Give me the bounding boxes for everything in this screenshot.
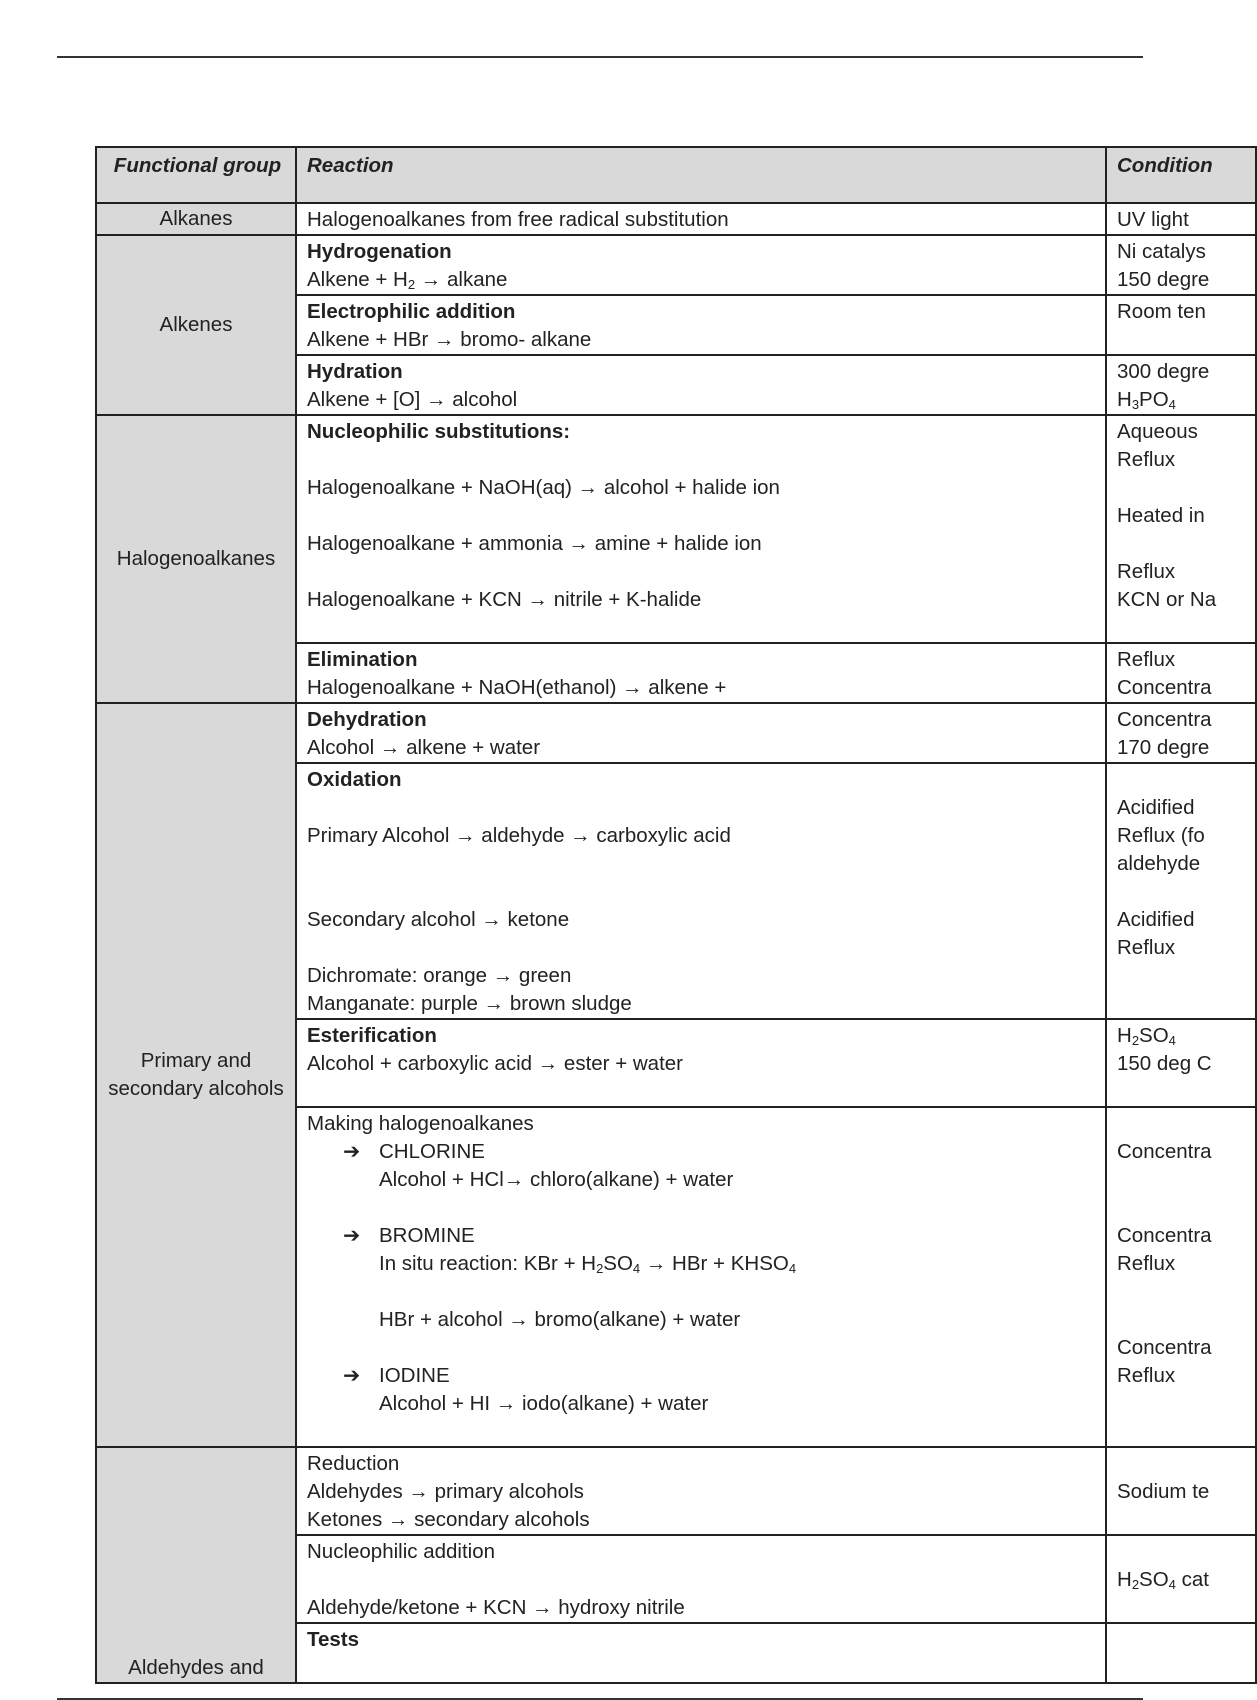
reaction-equation: HBr + alcohol → bromo(alkane) + water — [379, 1308, 741, 1331]
conditions-text: $H_2SO_4$ — [1117, 1024, 1176, 1048]
conditions-text: $H_2SO_4$ cat — [1117, 1568, 1209, 1592]
conditions-cell — [1106, 1019, 1256, 1107]
reaction-title: Making halogenoalkanes — [307, 1112, 534, 1135]
conditions-text: 150 degre — [1117, 268, 1210, 291]
reaction-text: Halogenoalkanes from free radical substitution — [307, 208, 729, 231]
reaction-title: Oxidation — [307, 768, 402, 791]
header-reaction: Reaction — [296, 147, 1106, 203]
conditions-cell — [1106, 1107, 1256, 1447]
conditions-cell — [1106, 703, 1256, 763]
header-rule — [57, 56, 1143, 58]
reaction-cell — [296, 355, 1106, 415]
conditions-text: Reflux — [1117, 560, 1176, 583]
conditions-text: Reflux — [1117, 1252, 1176, 1275]
reaction-equation: Aldehydes → primary alcohols — [307, 1480, 584, 1503]
reaction-equation: Halogenoalkane + KCN → nitrile + K-halide — [307, 588, 702, 611]
conditions-text: Reflux (fo — [1117, 824, 1205, 847]
list-item: ➔ IODINE — [307, 1362, 1098, 1390]
reaction-equation: Halogenoalkane + NaOH(aq) → alcohol + halide ion — [307, 476, 780, 499]
conditions-text: Sodium te — [1117, 1480, 1210, 1503]
conditions-text: Heated in — [1117, 504, 1205, 527]
conditions-text: Reflux — [1117, 648, 1176, 671]
conditions-text: aldehyde — [1117, 852, 1201, 875]
conditions-text — [1117, 878, 1248, 906]
table-row — [96, 235, 1256, 295]
reaction-cell — [296, 1535, 1106, 1623]
reaction-cell — [296, 1623, 1106, 1683]
reaction-equation: Halogenoalkane + ammonia → amine + halide ion — [307, 532, 762, 555]
conditions-text: 300 degre — [1117, 360, 1210, 383]
table-row — [96, 203, 1256, 235]
header-conditions: Condition — [1106, 147, 1256, 203]
arrow-right-icon: ➔ — [343, 1140, 361, 1163]
group-halogenoalkanes: Halogenoalkanes — [96, 415, 296, 703]
conditions-text — [1117, 1450, 1248, 1478]
group-aldehydes: Aldehydes and — [96, 1447, 296, 1683]
list-item: ➔ CHLORINE — [307, 1138, 1098, 1166]
conditions-text — [1117, 474, 1248, 502]
reaction-note: Manganate: purple → brown sludge — [307, 992, 632, 1015]
reaction-equation: Alkene + [O] → alcohol — [307, 388, 518, 411]
conditions-text: Concentra — [1117, 708, 1212, 731]
table-row — [96, 415, 1256, 643]
reaction-cell — [296, 1107, 1106, 1447]
group-alkenes: Alkenes — [96, 235, 296, 415]
reaction-equation: Alcohol + carboxylic acid → ester + water — [307, 1052, 683, 1075]
arrow-right-icon: ➔ — [343, 1224, 361, 1247]
reaction-title: Elimination — [307, 648, 418, 671]
conditions-text — [1117, 1166, 1248, 1194]
reaction-equation: Alcohol → alkene + water — [307, 736, 541, 759]
conditions-text — [1117, 530, 1248, 558]
conditions-text: 150 deg C — [1117, 1052, 1212, 1075]
conditions-cell — [1106, 355, 1256, 415]
conditions-text: Concentra — [1117, 1224, 1212, 1247]
conditions-cell — [1106, 295, 1256, 355]
reaction-title: Dehydration — [307, 708, 427, 731]
conditions-text: KCN or Na — [1117, 588, 1217, 611]
conditions-text: Reflux — [1117, 448, 1176, 471]
conditions-cell — [1106, 1447, 1256, 1535]
reaction-note: Dichromate: orange → green — [307, 964, 572, 987]
reaction-equation: Primary Alcohol → aldehyde → carboxylic acid — [307, 824, 731, 847]
reaction-title: Hydrogenation — [307, 240, 452, 263]
group-alkanes: Alkanes — [96, 203, 296, 235]
conditions-cell — [1106, 1623, 1256, 1683]
conditions-text: Concentra — [1117, 1336, 1212, 1359]
conditions-cell — [1106, 203, 1256, 235]
reaction-title: Electrophilic addition — [307, 300, 516, 323]
conditions-text: Ni catalys — [1117, 240, 1206, 263]
reaction-equation: Ketones → secondary alcohols — [307, 1508, 590, 1531]
conditions-text: Room ten — [1117, 300, 1206, 323]
reaction-title: Hydration — [307, 360, 403, 383]
conditions-text: Reflux — [1117, 936, 1176, 959]
conditions-cell — [1106, 1535, 1256, 1623]
conditions-text — [1117, 1306, 1248, 1334]
arrow-right-icon: ➔ — [343, 1364, 361, 1387]
reaction-cell — [296, 703, 1106, 763]
conditions-text: Acidified — [1117, 908, 1195, 931]
conditions-text: Concentra — [1117, 1140, 1212, 1163]
conditions-text: Aqueous — [1117, 420, 1198, 443]
reaction-cell — [296, 295, 1106, 355]
table-row — [96, 703, 1256, 763]
reaction-cell — [296, 203, 1106, 235]
conditions-text: $H_3PO_4$ — [1117, 388, 1176, 412]
conditions-text — [1117, 1278, 1248, 1306]
reaction-equation: Secondary alcohol → ketone — [307, 908, 570, 931]
conditions-text: Concentra — [1117, 676, 1212, 699]
reaction-equation: In situ reaction: KBr + $H_2SO_4$ → HBr + $KHSO_4$ — [379, 1252, 797, 1276]
reaction-equation: Halogenoalkane + NaOH(ethanol) → alkene + — [307, 676, 727, 699]
reaction-title: Esterification — [307, 1024, 437, 1047]
reaction-equation: Alcohol + HI → iodo(alkane) + water — [379, 1392, 709, 1415]
reaction-title: Nucleophilic addition — [307, 1540, 496, 1563]
conditions-cell — [1106, 415, 1256, 643]
reaction-cell — [296, 1447, 1106, 1535]
conditions-text: UV light — [1117, 208, 1189, 231]
conditions-text: Reflux — [1117, 1364, 1176, 1387]
reaction-equation: Alkene + $H_2$ → alkane — [307, 268, 508, 292]
header-functional-group: Functional group — [96, 147, 296, 203]
conditions-cell — [1106, 235, 1256, 295]
reaction-cell — [296, 763, 1106, 1019]
reaction-cell — [296, 643, 1106, 703]
reaction-title: Tests — [307, 1628, 360, 1651]
table-header-row — [96, 147, 1256, 203]
table-row — [96, 1447, 1256, 1535]
conditions-cell — [1106, 763, 1256, 1019]
reaction-equation: Alkene + HBr → bromo- alkane — [307, 328, 592, 351]
conditions-text: 170 degre — [1117, 736, 1210, 759]
reactions-table-container — [95, 146, 1217, 1700]
reactions-table — [95, 146, 1257, 1684]
group-alcohols: Primary and secondary alcohols — [96, 703, 296, 1447]
list-item: ➔ BROMINE — [307, 1222, 1098, 1250]
reaction-cell — [296, 235, 1106, 295]
reaction-cell — [296, 415, 1106, 643]
conditions-text — [1117, 1194, 1248, 1222]
conditions-text: Acidified — [1117, 796, 1195, 819]
conditions-cell — [1106, 643, 1256, 703]
conditions-text — [1117, 766, 1248, 794]
reaction-equation: Aldehyde/ketone + KCN → hydroxy nitrile — [307, 1596, 685, 1619]
reaction-title: Nucleophilic substitutions: — [307, 420, 571, 443]
reaction-cell — [296, 1019, 1106, 1107]
conditions-text — [1117, 1110, 1248, 1138]
reaction-title: Reduction — [307, 1452, 400, 1475]
reaction-equation: Alcohol + HCl→ chloro(alkane) + water — [379, 1168, 734, 1191]
